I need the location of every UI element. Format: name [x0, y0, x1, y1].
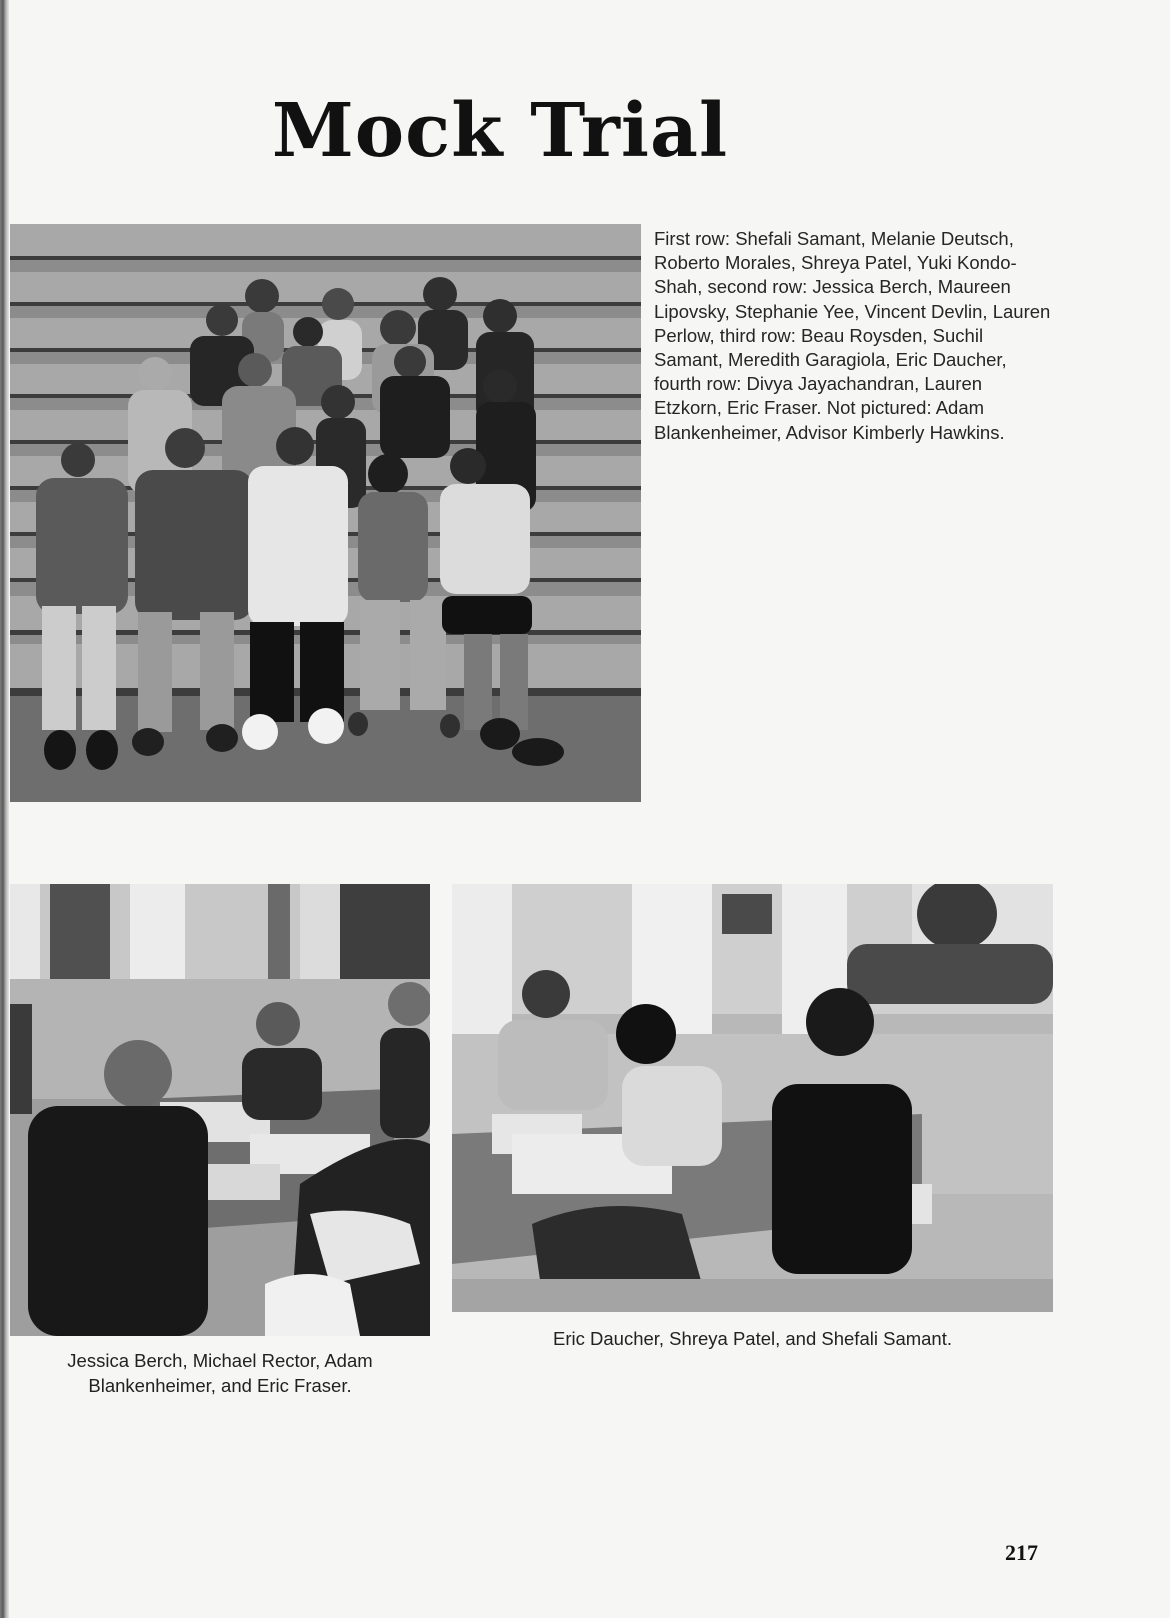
page-number: 217: [1005, 1540, 1038, 1565]
page-title: Mock Trial: [271, 88, 729, 174]
group-photo: [10, 224, 641, 802]
right-photo-caption: Eric Daucher, Shreya Patel, and Shefali Samant.: [553, 1328, 952, 1349]
left-photo-caption: Jessica Berch, Michael Rector, Adam Blankenheimer, and Eric Fraser.: [67, 1350, 373, 1396]
page-binding-edge: [0, 0, 9, 1618]
study-photo-right: [452, 884, 1053, 1312]
group-roster-caption: First row: Shefali Samant, Melanie Deutsch, Roberto Morales, Shreya Patel, Yuki Kondo-Shah, second row: Jessica Berch, Maureen Lipovsky, Stephanie Yee, Vincent Devlin, Lauren Perlow, third row: Beau Roysden, Suchil Samant, Meredith Garagiola, Eric Daucher, fourth row: Divya Jayachandran, Lauren Etzkorn, Eric Fraser. Not pictured: Adam Blankenheimer, Advisor Kimberly Hawkins.: [654, 228, 1051, 443]
study-photo-left: [10, 884, 430, 1336]
